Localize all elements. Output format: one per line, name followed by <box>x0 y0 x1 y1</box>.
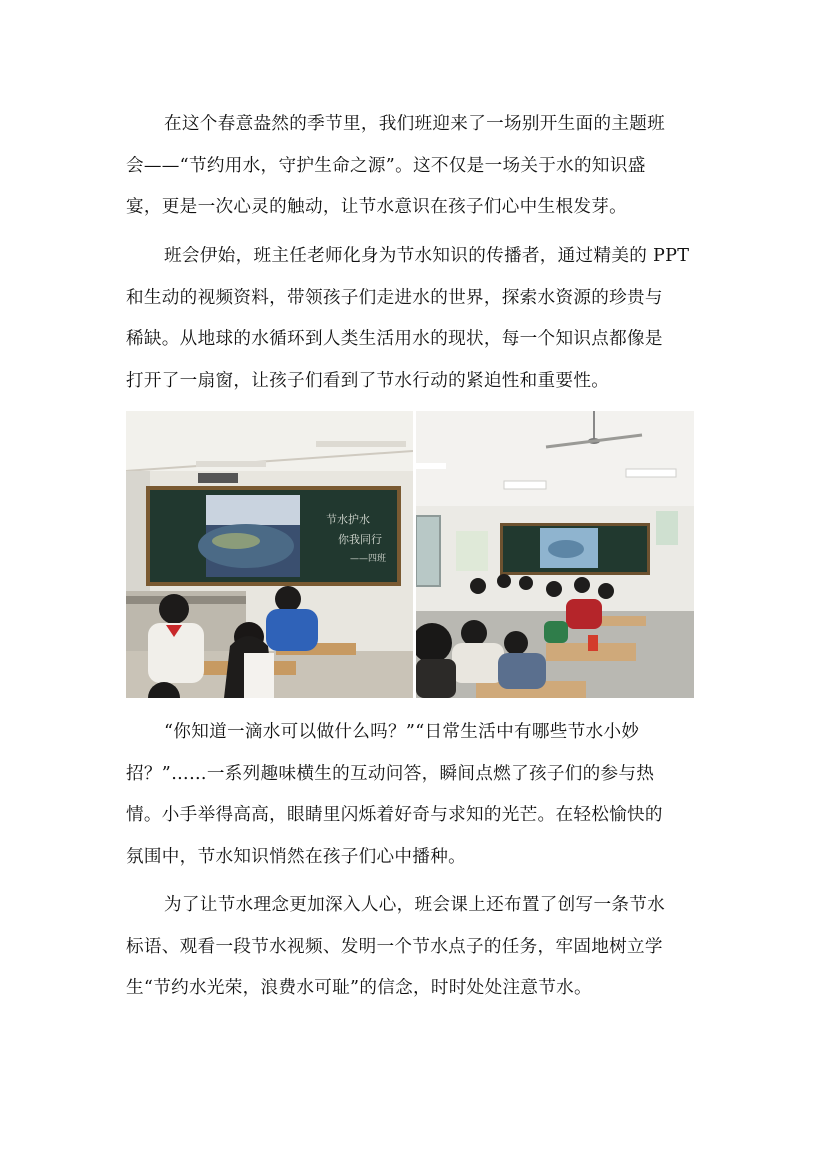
text-line: 标语、观看一段节水视频、发明一个节水点子的任务，牢固地树立学 <box>126 936 663 957</box>
classroom-photo-right <box>416 411 694 698</box>
paragraph-teacher <box>126 236 700 402</box>
text-line: 稀缺。从地球的水循环到人类生活用水的现状，每一个知识点都像是 <box>126 329 663 349</box>
text-line: 打开了一扇窗，让孩子们看到了节水行动的紧迫性和重要性。 <box>126 370 610 391</box>
text-line: 生“节约水光荣，浪费水可耻”的信念，时时处处注意节水。 <box>126 978 592 998</box>
text-line: “你知道一滴水可以做什么吗？”“日常生活中有哪些节水小妙 <box>164 722 640 742</box>
blackboard-line-1: 节水护水 <box>326 513 370 526</box>
paragraph-tasks <box>126 885 700 1010</box>
classroom-students-image <box>416 411 694 698</box>
text-line: 会——“节约用水，守护生命之源”。这不仅是一场关于水的知识盛 <box>126 155 646 176</box>
text-line: 为了让节水理念更加深入人心，班会课上还布置了创写一条节水 <box>164 895 666 915</box>
text-line: 招？”……一系列趣味横生的互动问答，瞬间点燃了孩子们的参与热 <box>126 763 655 784</box>
classroom-blackboard-image <box>126 411 413 698</box>
text-line: 和生动的视频资料，带领孩子们走进水的世界，探索水资源的珍贵与 <box>126 287 663 308</box>
blackboard-line-3: ——四班 <box>350 554 387 564</box>
text-line: 情。小手举得高高，眼睛里闪烁着好奇与求知的光芒。在轻松愉快的 <box>126 805 663 825</box>
paragraph-intro <box>126 104 700 229</box>
text-line: 班会伊始，班主任老师化身为节水知识的传播者，通过精美的 PPT <box>164 246 690 266</box>
text-line: 氛围中，节水知识悄然在孩子们心中播种。 <box>126 846 466 867</box>
text-line: 在这个春意盎然的季节里，我们班迎来了一场别开生面的主题班 <box>164 114 666 134</box>
classroom-photo-left <box>126 411 413 698</box>
text-line: 宴，更是一次心灵的触动，让节水意识在孩子们心中生根发芽。 <box>126 197 628 217</box>
paragraph-interaction <box>126 712 700 878</box>
blackboard-line-2: 你我同行 <box>338 533 382 546</box>
